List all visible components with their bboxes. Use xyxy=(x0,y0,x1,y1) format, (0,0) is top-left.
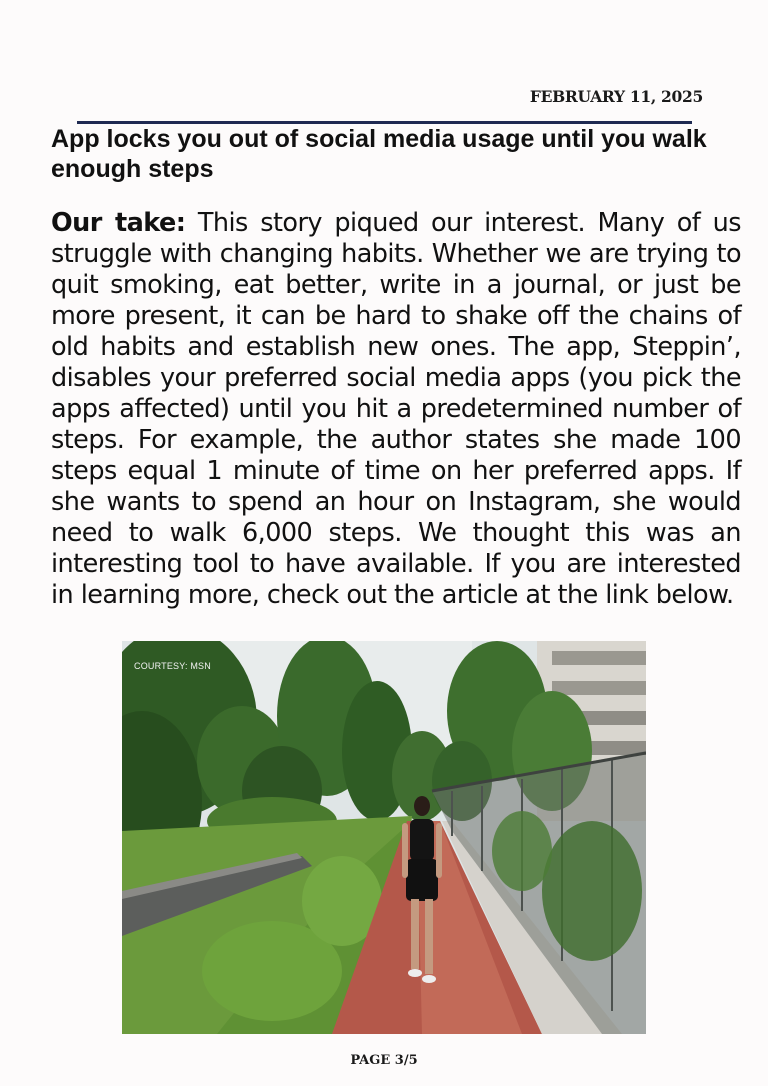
article-photo xyxy=(122,641,646,1034)
photo-credit: COURTESY: MSN xyxy=(134,661,211,671)
body-text: This story piqued our interest. Many of us struggle with changing habits. Whether we are trying to quit smoking, eat better, write in a journal, or just be more present, it can be hard to shake off the chains of old habits and establish new ones. The app, Steppin’, disables your preferred social media apps (you pick the apps affected) until you hit a predetermined number of steps. For example, the author states she made 100 steps equal 1 minute of time on her preferred apps. If she wants to spend an hour on Instagram, she would need to walk 6,000 steps. We thought this was an interesting tool to have available. If you are interested in learning more, check out the article at the link below. xyxy=(51,208,741,610)
article-body xyxy=(51,208,741,611)
lead-label: Our take: xyxy=(51,208,186,238)
publication-date: FEBRUARY 11, 2025 xyxy=(529,87,703,106)
article-headline: App locks you out of social media usage until you walk enough steps xyxy=(51,125,707,183)
page-number: PAGE 3/5 xyxy=(350,1053,418,1068)
